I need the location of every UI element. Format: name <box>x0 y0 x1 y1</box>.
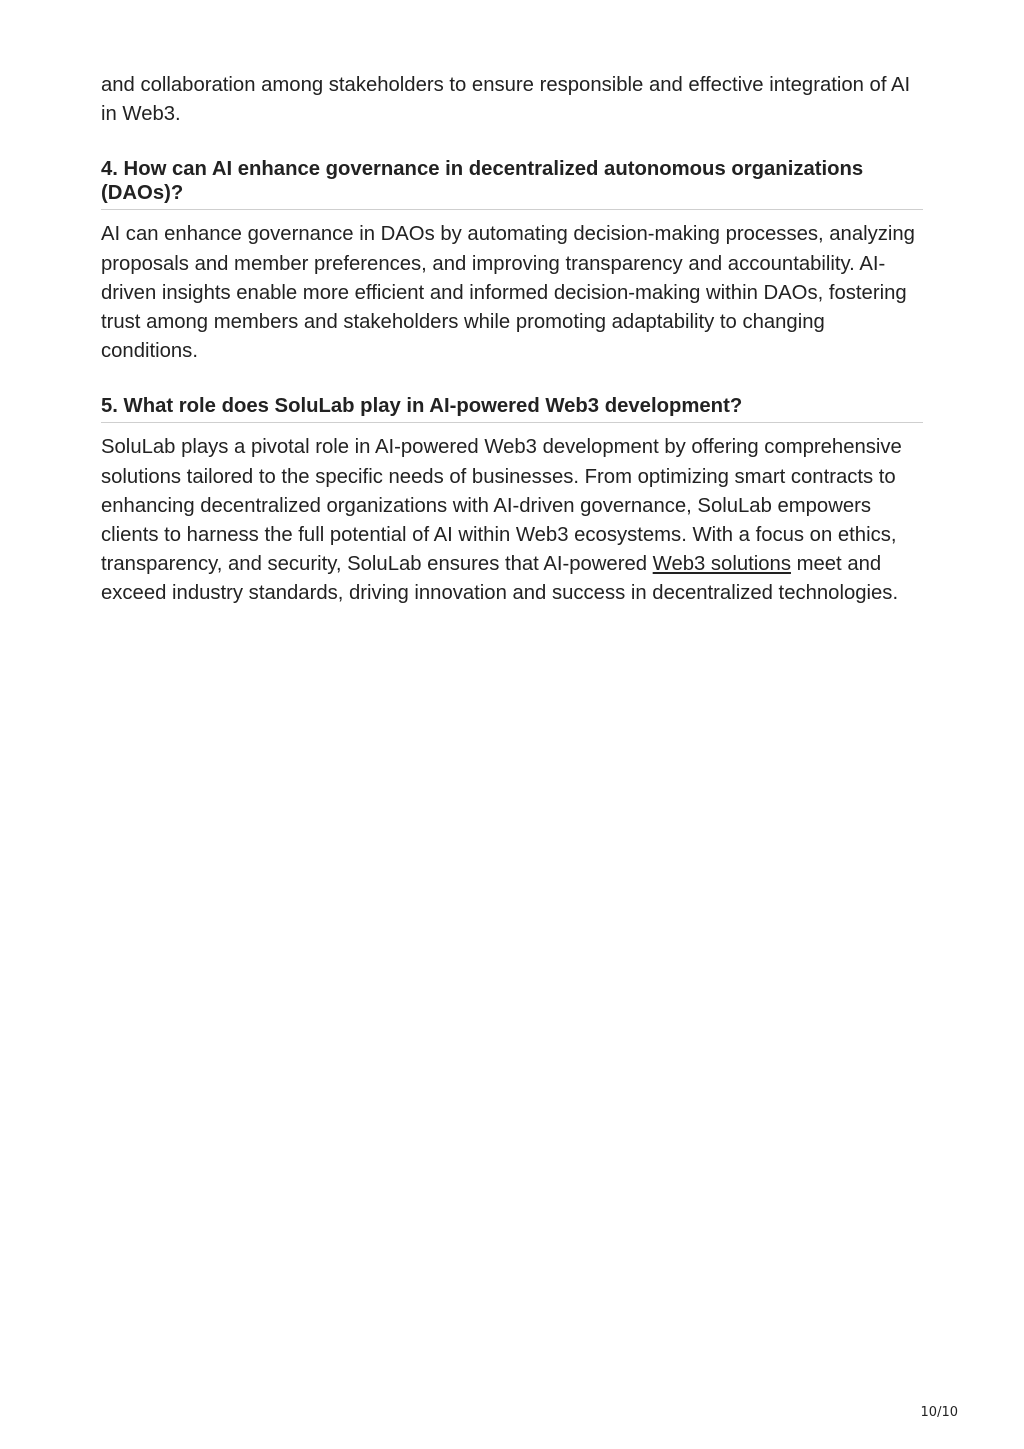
faq-5-answer-part1: SoluLab plays a pivotal role in AI-powered Web3 development by offering comprehensive solutions tailored to the specific needs of businesses. From optimizing smart contracts to enhancing decentralized organizations with AI-driven governance, SoluLab empowers clients to harness the full potential of AI within Web3 ecosystems. With a focus on ethics, transparency, and security, SoluLab ensures that AI-powered <box>101 436 902 576</box>
faq-5-answer <box>101 433 923 608</box>
web3-solutions-link[interactable]: Web3 solutions <box>652 553 791 576</box>
faq-4-answer: AI can enhance governance in DAOs by automating decision-making processes, analyzing proposals and member preferences, and improving transparency and accountability. AI-driven insights enable more efficient and informed decision-making within DAOs, fostering trust among members and stakeholders while promoting adaptability to changing conditions. <box>101 223 915 363</box>
intro-paragraph: and collaboration among stakeholders to ensure responsible and effective integration of AI in Web3. <box>101 74 911 126</box>
faq-5-answer-part2: meet and exceed industry standards, driving innovation and success in decentralized technologies. <box>101 553 899 605</box>
page-number: 10/10 <box>920 1405 958 1420</box>
faq-4-question: 4. How can AI enhance governance in decentralized autonomous organizations (DAOs)? <box>101 157 923 210</box>
faq-5-question: 5. What role does SoluLab play in AI-powered Web3 development? <box>101 394 923 423</box>
article-content <box>101 71 923 609</box>
